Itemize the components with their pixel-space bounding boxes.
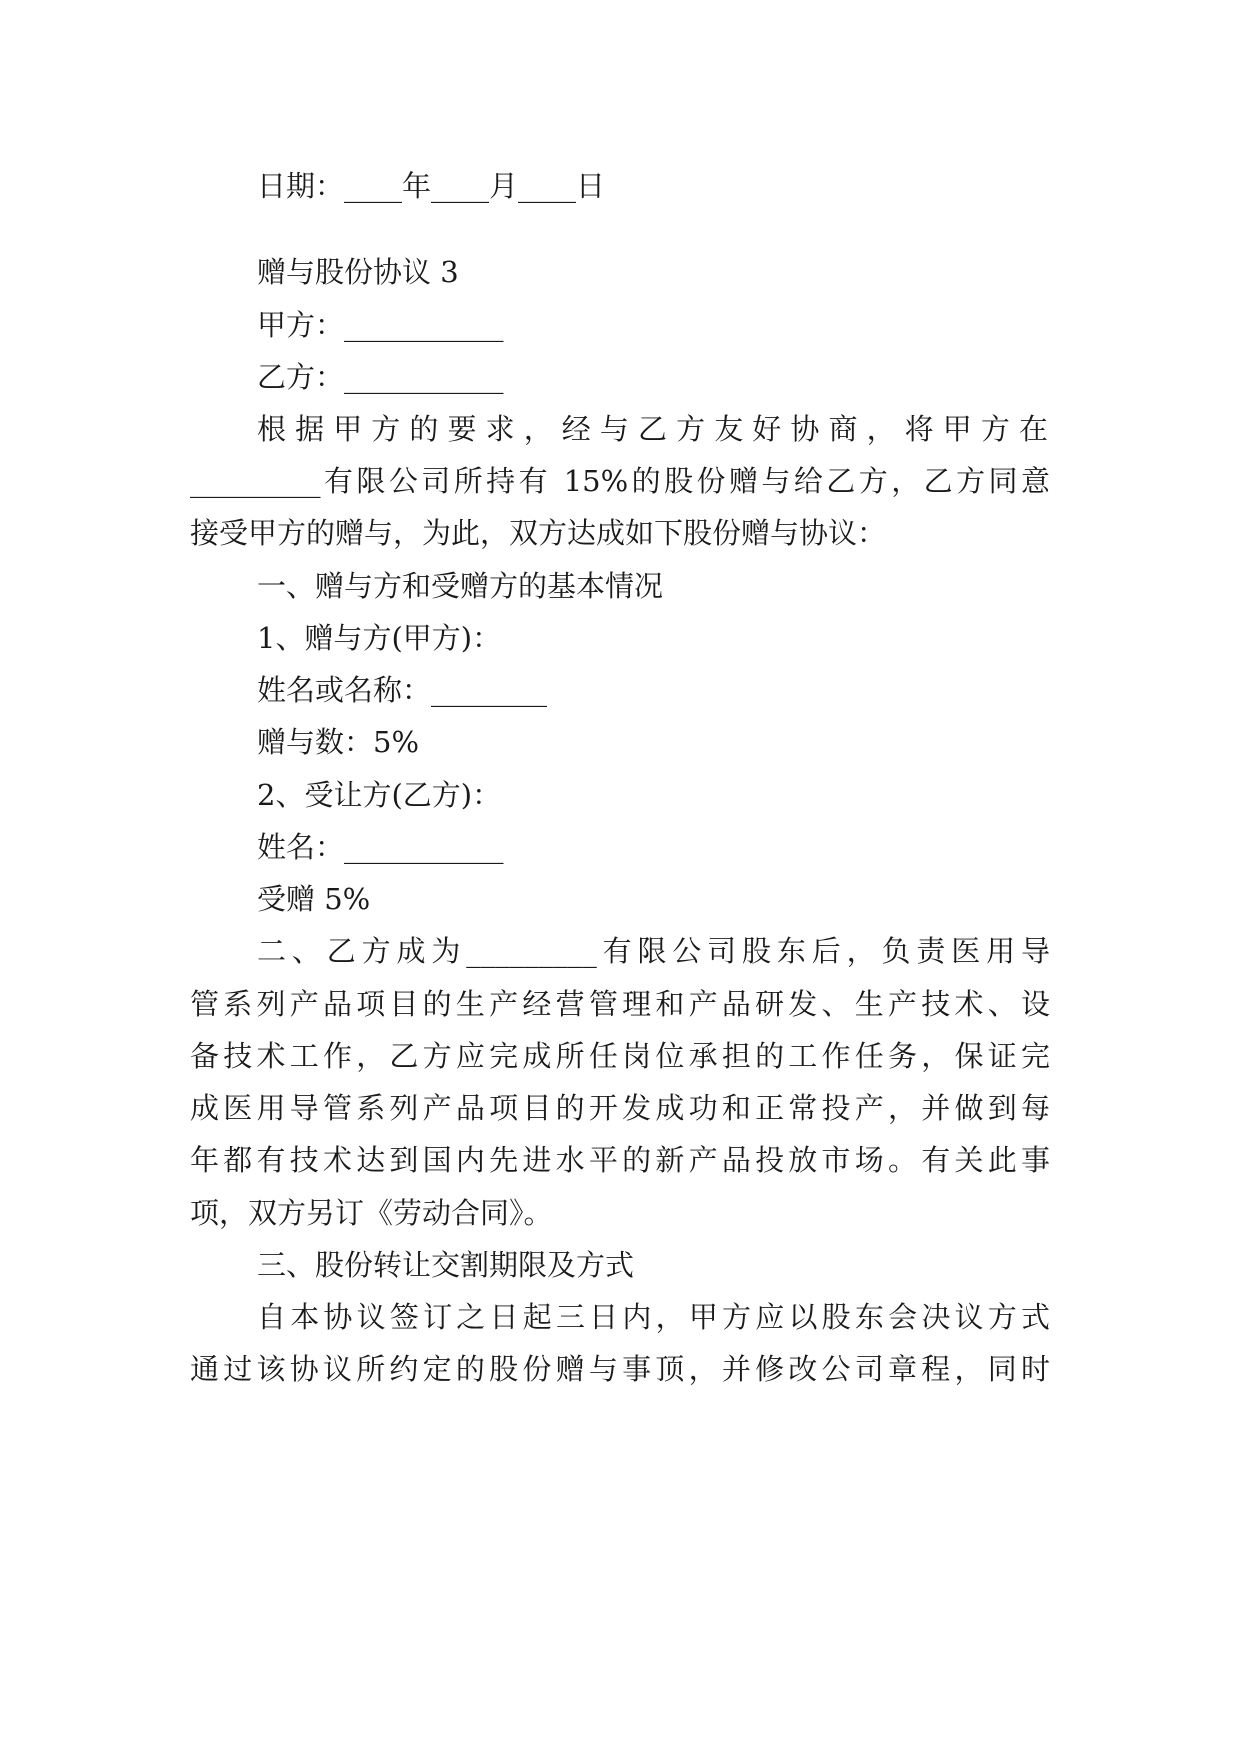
list-item: 姓名：___________: [257, 830, 504, 864]
list-item: 姓名或名称：________: [257, 673, 548, 707]
list-item: 受赠 5%: [257, 882, 371, 916]
party-b-line: 乙方：___________: [257, 360, 504, 394]
paragraph-line: 管系列产品项目的生产经营管理和产品研发、生产技术、设: [190, 987, 1050, 1021]
list-item: 赠与数：5%: [257, 725, 420, 759]
paragraph-line: 自本协议签订之日起三日内，甲方应以股东会决议方式: [257, 1300, 1050, 1334]
paragraph-line: 通过该协议所约定的股份赠与事顶，并修改公司章程，同时: [190, 1352, 1050, 1386]
paragraph-line: 成医用导管系列产品项目的开发成功和正常投产，并做到每: [190, 1091, 1050, 1125]
paragraph-line: 备技术工作，乙方应完成所任岗位承担的工作任务，保证完: [190, 1039, 1050, 1073]
list-item: 1、赠与方(甲方)：: [257, 621, 502, 655]
section-heading-3: 三、股份转让交割期限及方式: [257, 1248, 635, 1282]
party-a-line: 甲方：___________: [257, 308, 504, 342]
paragraph-line: _________有限公司所持有 15%的股份赠与给乙方，乙方同意: [190, 464, 1050, 498]
paragraph-line: 接受甲方的赠与，为此，双方达成如下股份赠与协议：: [190, 516, 887, 550]
section-heading-1: 一、赠与方和受赠方的基本情况: [257, 569, 664, 603]
agreement-title: 赠与股份协议 3: [257, 255, 459, 289]
list-item: 2、受让方(乙方)：: [257, 778, 502, 812]
paragraph-line: 根据甲方的要求，经与乙方友好协商，将甲方在: [257, 412, 1050, 446]
paragraph-line: 年都有技术达到国内先进水平的新产品投放市场。有关此事: [190, 1143, 1050, 1177]
paragraph-line: 二、乙方成为_________有限公司股东后，负责医用导: [257, 934, 1050, 968]
date-line: 日期：____年____月____日: [257, 169, 606, 203]
paragraph-line: 项，双方另订《劳动合同》。: [190, 1196, 553, 1230]
